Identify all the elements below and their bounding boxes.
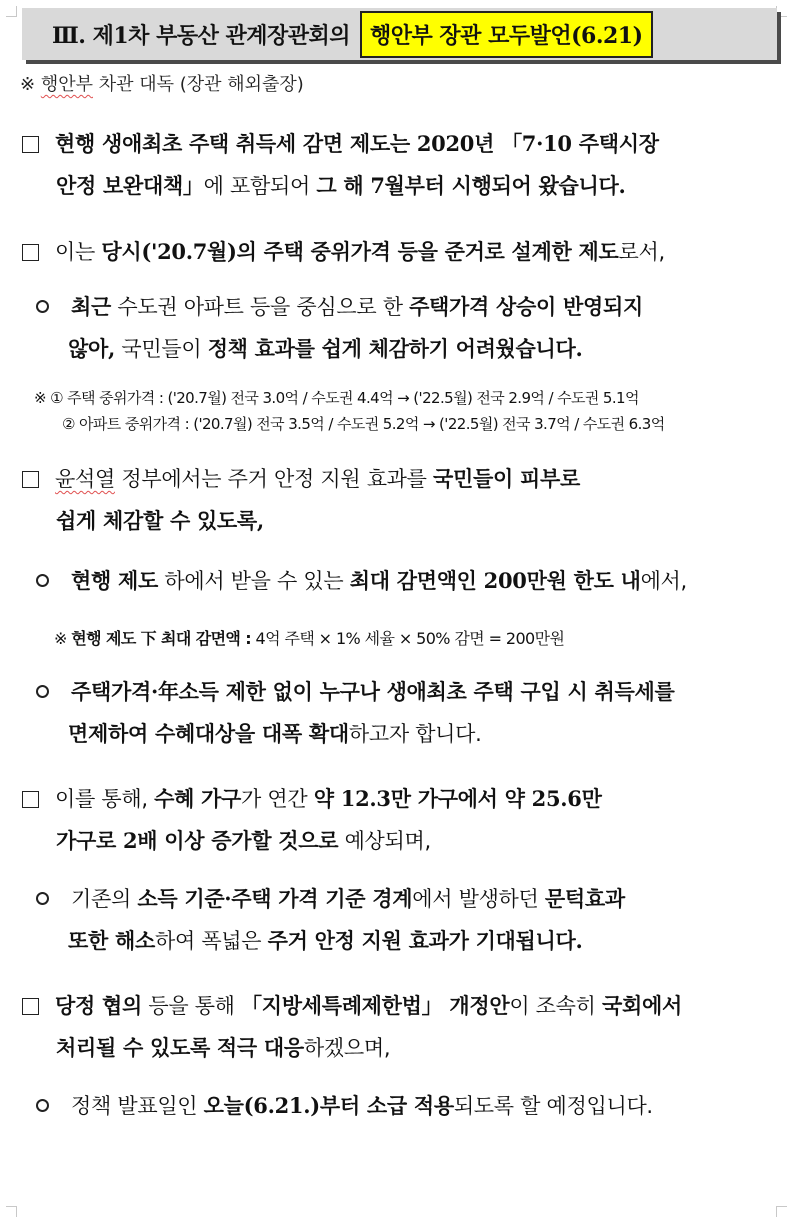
sub-note-price-1: ※ ① 주택 중위가격 : ('20.7월) 전국 3.0억 / 수도권 4.4억 → ('22.5월) 전국 2.9억 / 수도권 5.1억 (34, 389, 639, 407)
top-note: ※ 행안부 차관 대독 (장관 해외출장) (20, 74, 304, 95)
paragraph-5: 현행 제도 하에서 받을 수 있는 최대 감면액인 200만원 한도 내에서, (36, 560, 788, 602)
circle-bullet (36, 1099, 49, 1112)
page-corner-mark (776, 6, 787, 17)
checkbox-square-bullet (22, 244, 39, 261)
circle-bullet (36, 685, 49, 698)
checkbox-square-bullet (22, 136, 39, 153)
section-title-highlight: 행안부 장관 모두발언(6.21) (360, 11, 653, 58)
paragraph-2: 이는 당시('20.7월)의 주택 중위가격 등을 준거로 설계한 제도로서, (22, 231, 774, 273)
paragraph-3: 최근 수도권 아파트 등을 중심으로 한 주택가격 상승이 반영되지 않아, 국민들이 정책 효과를 쉽게 체감하기 어려웠습니다. (36, 286, 788, 370)
page-corner-mark (6, 6, 17, 17)
circle-bullet (36, 892, 49, 905)
sub-note-max-reduction: ※ 현행 제도 下 최대 감면액 : 4억 주택 × 1% 세율 × 50% 감면 = 200만원 (54, 629, 565, 648)
paragraph-9: 당정 협의 등을 통해 「지방세특례제한법」 개정안이 조속히 국회에서 처리될 수 있도록 적극 대응하겠으며, (22, 985, 774, 1069)
section-title: Ⅲ. 제1차 부동산 관계장관회의 (52, 22, 351, 49)
circle-bullet (36, 300, 49, 313)
paragraph-6: 주택가격·年소득 제한 없이 누구나 생애최초 주택 구입 시 취득세를 면제하여 수혜대상을 대폭 확대하고자 합니다. (36, 671, 788, 755)
spellcheck-underlined-word: 윤석열 (55, 467, 115, 491)
sub-note-price-2: ② 아파트 중위가격 : ('20.7월) 전국 3.5억 / 수도권 5.2억 → ('22.5월) 전국 3.7억 / 수도권 6.3억 (62, 415, 665, 433)
paragraph-8: 기존의 소득 기준·주택 가격 기준 경계에서 발생하던 문턱효과 또한 해소하여 폭넓은 주거 안정 지원 효과가 기대됩니다. (36, 878, 788, 962)
paragraph-4: 윤석열 정부에서는 주거 안정 지원 효과를 국민들이 피부로 쉽게 체감할 수 있도록, (22, 458, 774, 542)
checkbox-square-bullet (22, 471, 39, 488)
page-corner-mark (6, 1206, 17, 1217)
circle-bullet (36, 574, 49, 587)
paragraph-7: 이를 통해, 수혜 가구가 연간 약 12.3만 가구에서 약 25.6만 가구로 2배 이상 증가할 것으로 예상되며, (22, 778, 774, 862)
spellcheck-underlined-word: 행안부 (40, 74, 93, 95)
section-header (22, 8, 777, 60)
paragraph-10: 정책 발표일인 오늘(6.21.)부터 소급 적용되도록 할 예정입니다. (36, 1085, 788, 1127)
paragraph-1: 현행 생애최초 주택 취득세 감면 제도는 2020년 「7·10 주택시장 안정 보완대책」에 포함되어 그 해 7월부터 시행되어 왔습니다. (22, 123, 774, 207)
page-corner-mark (776, 1206, 787, 1217)
checkbox-square-bullet (22, 998, 39, 1015)
checkbox-square-bullet (22, 791, 39, 808)
